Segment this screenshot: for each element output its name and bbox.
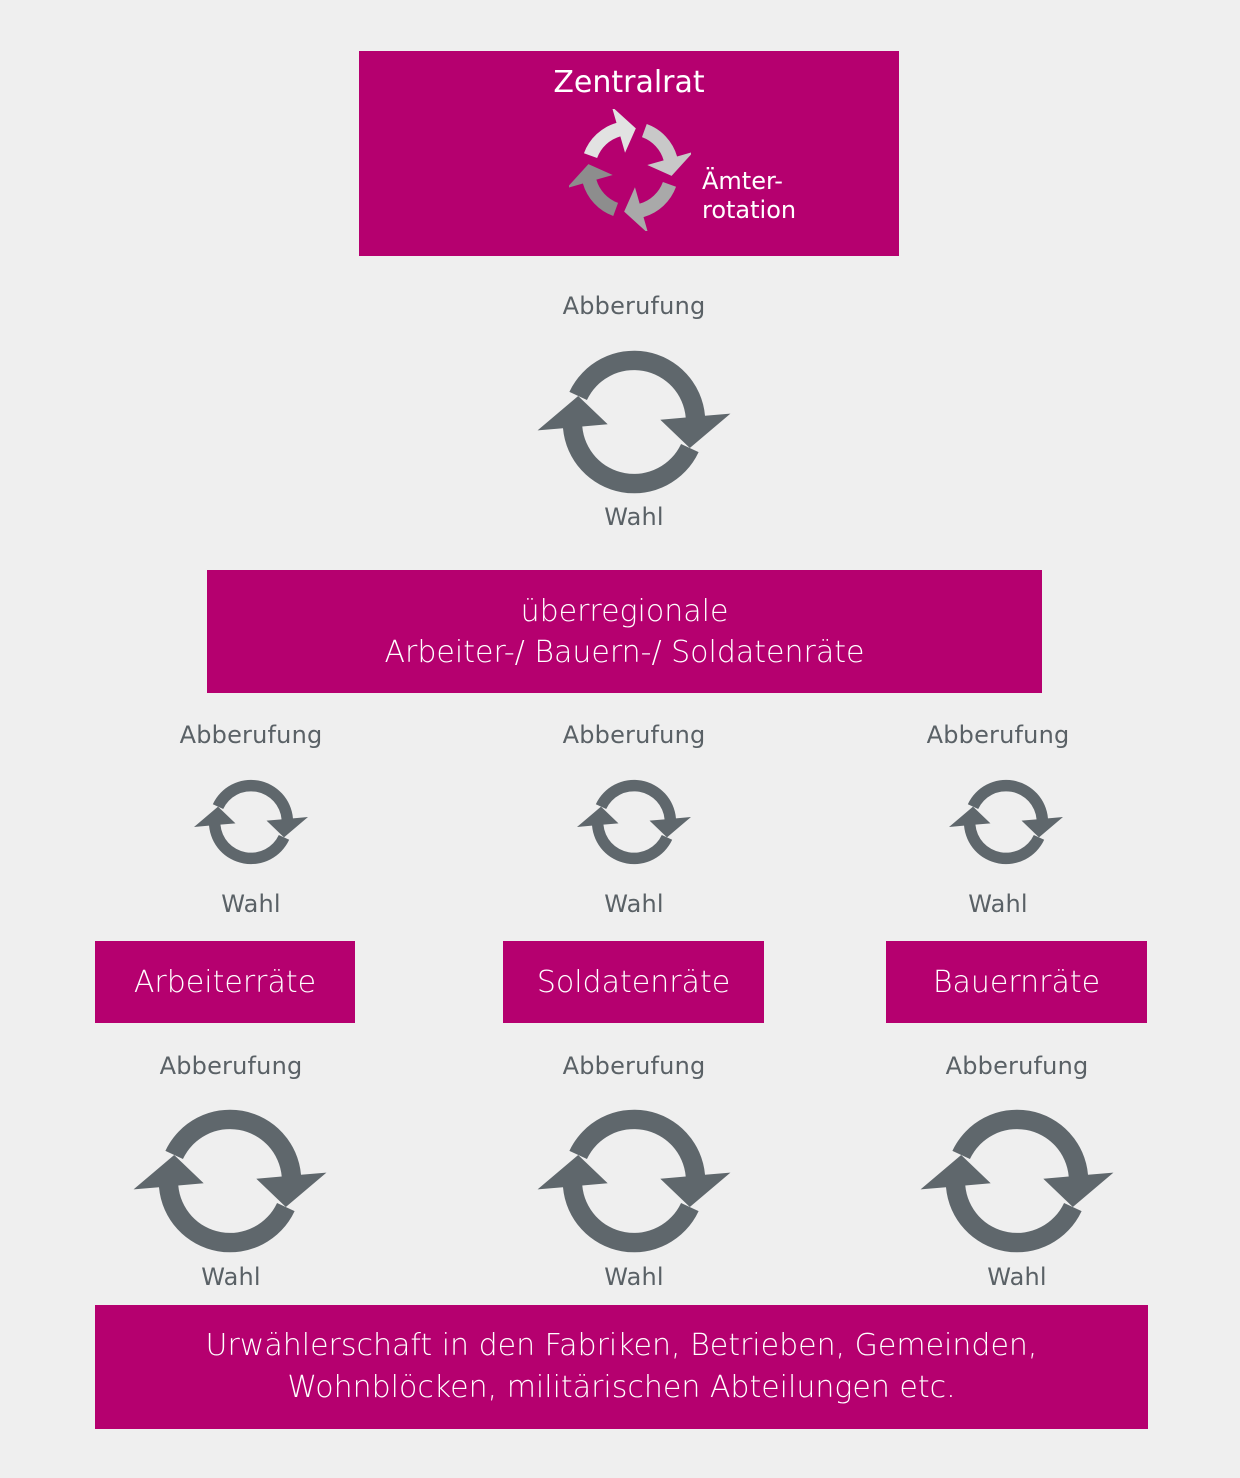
cycle-2-wahl: Wahl [221,890,281,918]
cycle-6-wahl: Wahl [604,1263,664,1291]
soldatenraete-box [503,941,764,1023]
rotation-arc-left [569,164,618,216]
cycle-7-wahl: Wahl [987,1263,1047,1291]
cycle-4-abberufung: Abberufung [926,721,1070,749]
rotation-icon [569,109,691,231]
urwaehlerschaft-line1: Urwählerschaft in den Fabriken, Betrieben, Gemeinden, [205,1328,1038,1363]
cycle-5-wahl: Wahl [201,1263,261,1291]
cycle-arrow-lower [134,1155,295,1252]
cycle-arrow-lower [538,396,699,493]
cycle-arrow-upper [968,780,1063,838]
urwaehlerschaft-box [95,1305,1148,1429]
cycle-arrows-icon [546,1093,722,1269]
cycle-3-wahl: Wahl [604,890,664,918]
cycle-arrows-icon [929,1093,1105,1269]
ueberregional-line1: überregionale [520,593,729,629]
cycle-arrow-lower [949,807,1044,865]
rotation-arc-right [642,124,691,176]
cycle-arrow-lower [921,1155,1082,1252]
cycle-arrows-icon [954,770,1058,874]
cycle-arrow-upper [596,780,691,838]
cycle-5-abberufung: Abberufung [159,1052,303,1080]
zentralrat-box [359,51,899,256]
cycle-arrow-upper [213,780,308,838]
cycle-2-abberufung: Abberufung [179,721,323,749]
zentralrat-title: Zentralrat [553,65,705,100]
cycle-arrows-icon [546,334,722,510]
cycle-7-abberufung: Abberufung [945,1052,1089,1080]
cycle-arrow-upper [952,1110,1113,1207]
arbeiterraete-label: Arbeiterräte [133,964,317,1000]
cycle-4-wahl: Wahl [968,890,1028,918]
cycle-6-abberufung: Abberufung [562,1052,706,1080]
cycle-arrow-upper [569,351,730,448]
urwaehlerschaft-line2: Wohnblöcken, militärischen Abteilungen etc. [287,1370,956,1405]
cycle-arrow-upper [569,1110,730,1207]
ueberregional-line2: Arbeiter-/ Bauern-/ Soldatenräte [384,634,865,670]
cycle-arrow-upper [165,1110,326,1207]
rotation-arc-top [584,109,636,158]
arbeiterraete-box [95,941,355,1023]
bauernraete-label: Bauernräte [932,964,1101,1000]
cycle-arrow-lower [577,807,672,865]
aemterrotation-line1: Ämter- [702,167,783,195]
cycle-1-abberufung: Abberufung [562,292,706,320]
cycle-3-abberufung: Abberufung [562,721,706,749]
ueberregional-box [207,570,1042,693]
cycle-arrows-icon [199,770,303,874]
cycle-arrow-lower [194,807,289,865]
cycle-1-wahl: Wahl [604,503,664,531]
cycle-arrows-icon [142,1093,318,1269]
rotation-arc-bottom [624,182,676,231]
bauernraete-box [886,941,1147,1023]
aemterrotation-line2: rotation [702,196,797,224]
soldatenraete-label: Soldatenräte [536,964,731,1000]
cycle-arrows-icon [582,770,686,874]
cycle-arrow-lower [538,1155,699,1252]
aemterrotation-label [702,167,796,225]
